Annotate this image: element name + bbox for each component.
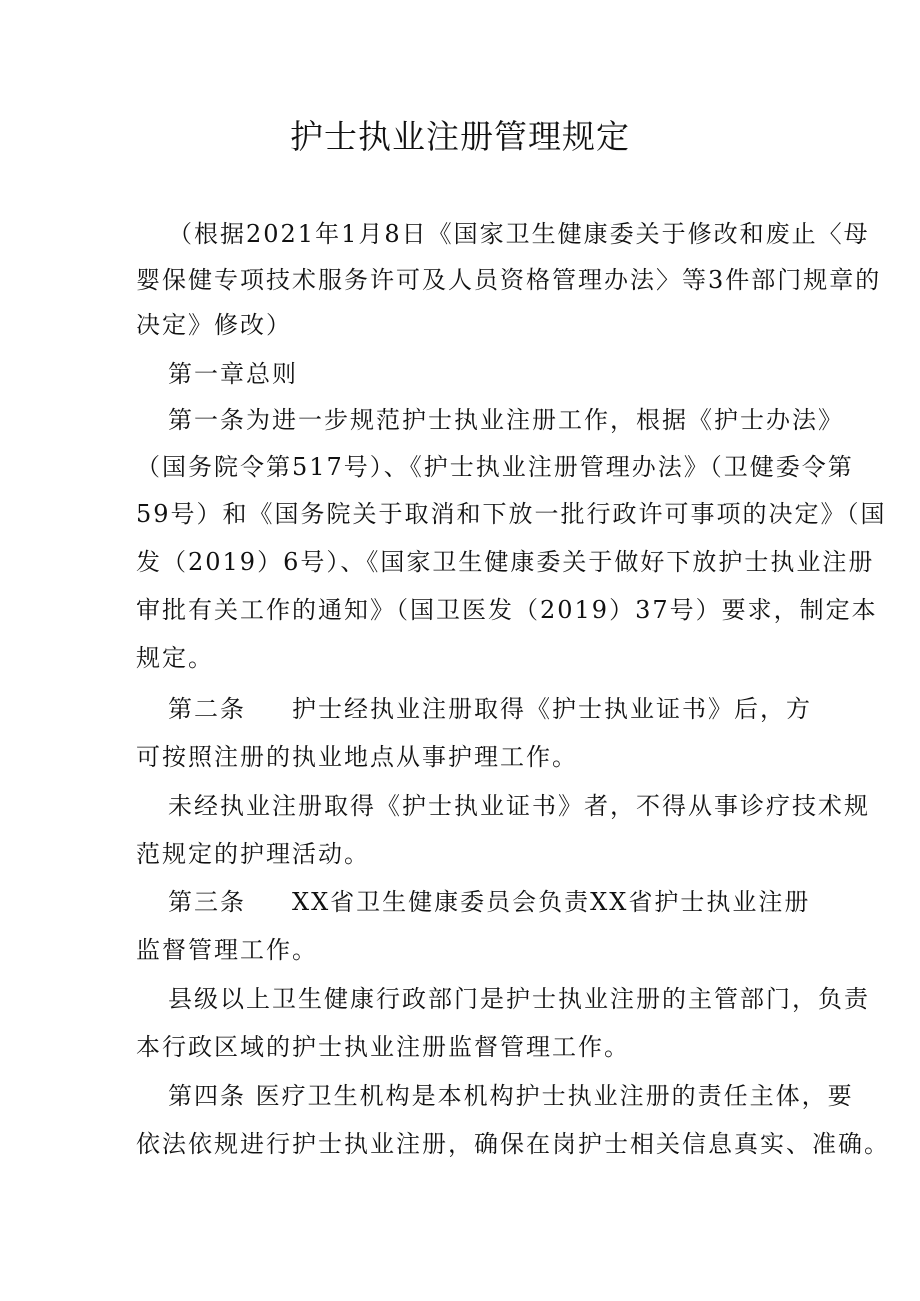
article2-text: 护士经执业注册取得《护士执业证书》后，方 xyxy=(292,695,812,723)
article3-para2-line-1: 县级以上卫生健康行政部门是护士执业注册的主管部门，负责 xyxy=(168,985,870,1013)
article3-number: 第三条 xyxy=(168,888,246,916)
article3-line-2: 监督管理工作。 xyxy=(136,936,318,964)
article4-line-2: 依法依规进行护士执业注册，确保在岗护士相关信息真实、准确。 xyxy=(136,1130,890,1158)
chapter-heading: 第一章总则 xyxy=(168,360,298,388)
preface-line-3: 决定》修改） xyxy=(136,311,292,339)
article2-para2-line-2: 范规定的护理活动。 xyxy=(136,840,370,868)
document-title: 护士执业注册管理规定 xyxy=(290,117,630,156)
preface-line-2: 婴保健专项技术服务许可及人员资格管理办法〉等3件部门规章的 xyxy=(136,266,882,294)
article1-line-3: 59号）和《国务院关于取消和下放一批行政许可事项的决定》（国 xyxy=(136,500,887,528)
article2-line-1 xyxy=(168,689,812,729)
article1-line-6: 规定。 xyxy=(136,644,214,672)
article1-line-5: 审批有关工作的通知》（国卫医发（2019）37号）要求，制定本 xyxy=(136,596,878,624)
article3-line-1 xyxy=(168,882,810,922)
article2-para2-line-1: 未经执业注册取得《护士执业证书》者，不得从事诊疗技术规 xyxy=(168,792,870,820)
preface-line-1: （根据2021年1月8日《国家卫生健康委关于修改和废止〈母 xyxy=(168,220,870,248)
article3-para2-line-2: 本行政区域的护士执业注册监督管理工作。 xyxy=(136,1033,630,1061)
article2-number: 第二条 xyxy=(168,695,246,723)
article1-line-2: （国务院令第517号）、《护士执业注册管理办法》（卫健委令第 xyxy=(136,453,854,481)
article4-line-1: 第四条 医疗卫生机构是本机构护士执业注册的责任主体，要 xyxy=(168,1082,854,1110)
article2-line-2: 可按照注册的执业地点从事护理工作。 xyxy=(136,743,578,771)
article3-text: XX省卫生健康委员会负责XX省护士执业注册 xyxy=(292,888,811,916)
article1-line-1: 第一条为进一步规范护士执业注册工作，根据《护士办法》 xyxy=(168,406,844,434)
article1-line-4: 发（2019）6号）、《国家卫生健康委关于做好下放护士执业注册 xyxy=(136,548,875,576)
